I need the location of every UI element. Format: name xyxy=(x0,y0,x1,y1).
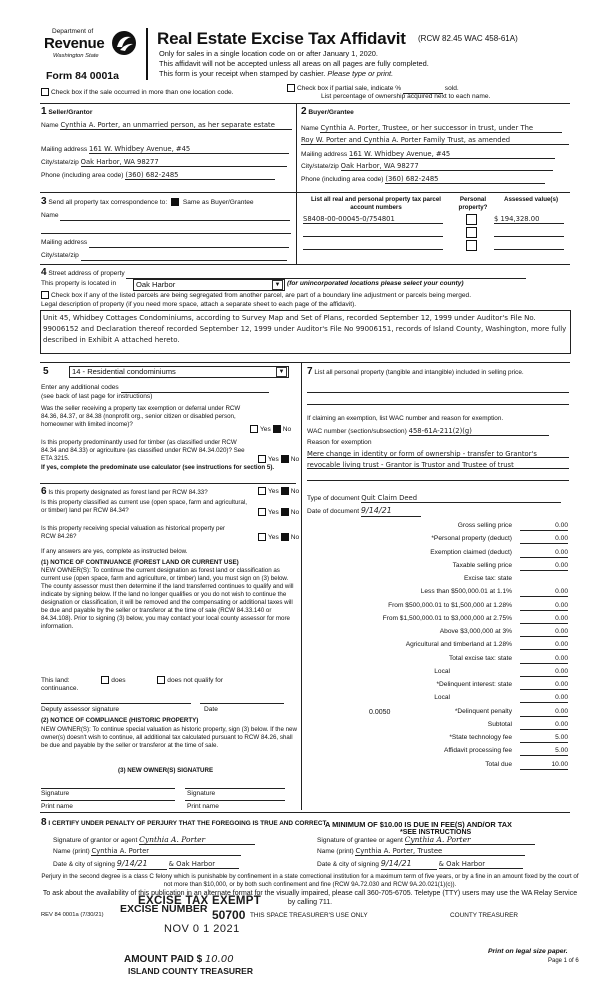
amount-paid-stamp xyxy=(124,954,234,967)
notice-compliance-heading: (2) NOTICE OF COMPLIANCE (HISTORIC PROPERTY) xyxy=(41,717,199,724)
tax-row xyxy=(310,734,570,745)
tax-row-label: Taxable selling price xyxy=(452,561,512,569)
sec6-q3-yes-checkbox[interactable] xyxy=(258,533,266,541)
buyer-city-field[interactable]: Oak Harbor, WA 98277 xyxy=(341,162,553,171)
seller-name-row xyxy=(41,121,292,130)
section-3-number: 3 xyxy=(41,196,47,207)
tax-row xyxy=(310,681,570,692)
print-name-line-2[interactable] xyxy=(185,800,285,801)
tax-row-label: Affidavit processing fee xyxy=(443,747,512,755)
sec3-name-field[interactable] xyxy=(60,212,290,221)
sec5-q2-no-checkbox[interactable] xyxy=(281,455,289,463)
revision-label: REV 84 0001a (7/30/21) xyxy=(41,912,104,918)
tax-row-value[interactable]: 0.00 xyxy=(520,588,568,597)
divider xyxy=(307,468,569,469)
parcel-number-3[interactable] xyxy=(303,241,443,250)
page-number: Page 1 of 6 xyxy=(548,958,579,964)
local-rate-value: 0.0050 xyxy=(369,709,391,716)
tax-row xyxy=(310,641,570,652)
stamp-date: NOV 0 1 2021 xyxy=(164,923,240,935)
parcel-list-header: List all real and personal property tax parcel account numbers xyxy=(311,196,441,211)
grantor-date-row xyxy=(53,859,239,870)
partial-sale-label: Check box if partial sale, indicate % xyxy=(297,84,402,92)
no-label: No xyxy=(282,425,292,433)
buyer-mail-row xyxy=(301,150,555,159)
tax-row-label: Total excise tax: state xyxy=(448,654,512,662)
tax-row-value[interactable]: 5.00 xyxy=(520,747,568,756)
header-line1: Only for sales in a single location code on or after January 1, 2020. xyxy=(159,49,378,58)
grantee-name-label: Name (print) xyxy=(317,848,354,855)
deputy-signature-label: Deputy assessor signature xyxy=(41,706,120,713)
sec3-heading xyxy=(41,196,254,209)
no-label: No xyxy=(290,533,300,541)
treasurer-use-label: THIS SPACE TREASURER'S USE ONLY xyxy=(250,912,368,919)
sec6-question-2: Is this property classified as current use (open space, farm and agricultural, or timber) land per RCW 84.34? xyxy=(41,499,248,514)
grantee-city-field[interactable]: & Oak Harbor xyxy=(439,860,523,869)
section-4-number: 4 xyxy=(41,267,47,278)
tax-row-value[interactable]: 0.00 xyxy=(520,562,568,571)
buyer-name-field-1[interactable]: Cynthia A. Porter, Trustee, or her successor in trust, under The xyxy=(320,124,562,133)
addl-codes-field[interactable] xyxy=(121,384,269,393)
list-percentage-note: List percentage of ownership acquired next to each name. xyxy=(321,93,491,100)
sec3-city-label: City/state/zip xyxy=(41,252,79,259)
wac-field[interactable]: 458-61A-211(2)(g) xyxy=(409,427,549,436)
doc-date-row xyxy=(307,506,421,517)
land-use-code-select[interactable] xyxy=(69,366,289,378)
new-owner-signature-heading: (3) NEW OWNER(S) SIGNATURE xyxy=(118,767,214,774)
street-address-label: Street address of property xyxy=(48,270,125,277)
doc-type-field[interactable]: Quit Claim Deed xyxy=(361,494,561,503)
header-line2: This affidavit will not be accepted unless all areas on all pages are fully completed. xyxy=(159,59,429,68)
section-8-number: 8 xyxy=(41,817,47,828)
divider xyxy=(40,812,570,813)
divider xyxy=(296,192,297,264)
partial-sale-checkbox[interactable] xyxy=(287,84,295,92)
excise-number-stamp: EXCISE NUMBER xyxy=(120,903,208,915)
county-treasurer-label: COUNTY TREASURER xyxy=(450,912,518,919)
signature-label-1: Signature xyxy=(41,790,70,797)
tax-row xyxy=(310,721,570,732)
segregated-label: Check box if any of the listed parcels are being segregated from another parcel, are part of a boundary line adjustment or parcels being merged. xyxy=(51,291,472,299)
grantor-signature-label: Signature of grantor or agent xyxy=(53,837,138,844)
header-line3-italic: Please type or print. xyxy=(327,69,394,78)
print-name-label-1: Print name xyxy=(41,803,73,810)
tax-row xyxy=(310,668,570,679)
no-label: No xyxy=(290,508,300,516)
buyer-mail-field[interactable]: 161 W. Whidbey Avenue, #45 xyxy=(349,150,555,159)
legal-description-label: Legal description of property (if you need more space, attach a separate sheet to each page of the affidavit). xyxy=(41,301,357,308)
tax-row-value[interactable]: 0.00 xyxy=(520,641,568,650)
new-owner-signature-line-1[interactable] xyxy=(41,788,175,789)
addl-codes-label: Enter any additional codes xyxy=(41,384,119,391)
tax-row-value[interactable]: 0.00 xyxy=(520,522,568,531)
sec5-q1-no-checkbox[interactable] xyxy=(273,425,281,433)
sec5-q2-yes-checkbox[interactable] xyxy=(258,455,266,463)
dept-label: Department of xyxy=(52,28,94,35)
sold-label: sold. xyxy=(444,84,459,92)
doc-date-label: Date of document xyxy=(307,508,360,515)
personal-property-checkbox-1[interactable] xyxy=(466,214,477,225)
tax-row xyxy=(310,535,570,546)
seller-city-label: City/state/zip xyxy=(41,159,79,166)
assessed-value-3[interactable] xyxy=(494,241,564,250)
tax-row xyxy=(310,655,570,666)
grantee-signature-field[interactable]: Cynthia A. Porter xyxy=(405,835,535,845)
buyer-phone-label: Phone (including area code) xyxy=(301,176,384,183)
form-rcw: (RCW 82.45 WAC 458-61A) xyxy=(418,34,518,43)
located-in-label: This property is located in xyxy=(41,280,117,287)
agency-name: Revenue xyxy=(44,35,105,52)
tax-row-label: From $1,500,000.01 to $3,000,000 at 2.75% xyxy=(382,614,512,622)
legal-description-box[interactable] xyxy=(40,310,571,354)
buyer-heading xyxy=(301,106,354,119)
land-use-code-value: 14 - Residential condominiums xyxy=(72,367,176,376)
tax-row-value[interactable]: 0.00 xyxy=(520,668,568,677)
personal-property-line-2[interactable] xyxy=(307,404,569,405)
divider xyxy=(40,192,570,193)
deputy-date-line[interactable] xyxy=(200,703,284,704)
tax-row xyxy=(310,522,570,533)
sec6-q1-answer xyxy=(258,487,299,496)
located-in-row xyxy=(41,280,116,288)
amount-paid-label: AMOUNT PAID $ xyxy=(124,954,203,965)
seller-name-label: Name xyxy=(41,122,59,129)
divider xyxy=(307,457,569,458)
does-not-label: does not qualify for xyxy=(167,676,223,684)
state-label: Washington State xyxy=(53,53,99,59)
tax-row xyxy=(310,708,570,719)
sec5-q1-answer xyxy=(250,425,291,434)
island-treasurer-stamp: ISLAND COUNTY TREASURER xyxy=(128,966,253,976)
form-title: Real Estate Excise Tax Affidavit xyxy=(157,29,406,48)
tax-row xyxy=(310,588,570,599)
tax-row-value[interactable]: 5.00 xyxy=(520,734,568,743)
tax-row-label: Total due xyxy=(485,760,512,768)
sec3-mail-row xyxy=(41,239,289,248)
buyer-mail-label: Mailing address xyxy=(301,151,348,158)
land-label: This land: xyxy=(41,676,70,684)
sec6-question-1 xyxy=(41,486,251,499)
signature-label-2: Signature xyxy=(187,790,216,797)
segregated-checkbox[interactable] xyxy=(41,291,49,299)
doc-date-field[interactable]: 9/14/21 xyxy=(361,506,421,517)
seller-city-row xyxy=(41,158,287,167)
sec3-mail-label: Mailing address xyxy=(41,239,88,246)
section-2-number: 2 xyxy=(301,106,307,117)
sec6-q2-no-checkbox[interactable] xyxy=(281,508,289,516)
tax-row-value[interactable]: 0.00 xyxy=(520,694,568,703)
location-select-value: Oak Harbor xyxy=(136,280,176,289)
buyer-phone-row xyxy=(301,175,545,184)
tax-row-label: Excise tax: state xyxy=(463,575,512,582)
wac-row xyxy=(307,427,549,436)
divider xyxy=(296,103,297,196)
land-does-checkbox[interactable] xyxy=(101,676,109,684)
notice-compliance-text: NEW OWNER(S): To continue special valuation as historic property, sign (3) below. If the new owner(s) doesn't wish to continue, all additional tax calculated pursuant to RCW 84.26, shall be due and payable by the seller or transferor at the time of sale. xyxy=(41,726,297,750)
seller-phone-label: Phone (including area code) xyxy=(41,172,124,179)
accessibility-note: To ask about the availability of this publication in an alternate format for the visually impaired, please call 360-705-6705. Teletype (TTY) users may use the WA Relay Service by calling 711. xyxy=(42,890,578,906)
tax-row-label: *State technology fee xyxy=(449,734,512,741)
multi-location-label: Check box if the sale occurred in more than one location code. xyxy=(51,88,234,96)
tax-row-value[interactable]: 0.00 xyxy=(520,535,568,544)
chevron-down-icon: ▼ xyxy=(272,280,283,290)
continuance-label: continuance. xyxy=(41,685,79,692)
section-5-number: 5 xyxy=(43,366,49,377)
buyer-name-row xyxy=(301,124,562,133)
assessed-value-header: Assessed value(s) xyxy=(504,196,558,203)
tax-row-value[interactable]: 0.00 xyxy=(520,708,568,717)
divider xyxy=(40,264,570,265)
section-1-number: 1 xyxy=(41,106,47,117)
tax-row xyxy=(310,747,570,758)
tax-row-value[interactable]: 10.00 xyxy=(520,761,568,770)
sec6-q2-answer xyxy=(258,508,299,517)
reason-label: Reason for exemption xyxy=(307,439,372,446)
buyer-name-field-2[interactable]: Roy W. Porter and Cynthia A. Porter Family Trust, as amended xyxy=(301,136,569,145)
street-address-field[interactable] xyxy=(126,270,526,279)
personal-property-line-1[interactable] xyxy=(307,392,569,393)
sec6-q3-answer xyxy=(258,533,299,542)
yes-label: Yes xyxy=(260,425,271,433)
personal-property-checkbox-3[interactable] xyxy=(466,240,477,251)
tax-row xyxy=(310,761,570,772)
deputy-date-label: Date xyxy=(204,706,218,713)
sec5-question-2b: If yes, complete the predominate use calculator (see instructions for section 5). xyxy=(41,464,275,471)
tax-row-label: Gross selling price xyxy=(457,522,512,529)
grantee-name-field[interactable]: Cynthia A. Porter, Trustee xyxy=(355,847,525,856)
land-qualify-row xyxy=(41,676,223,685)
tax-row-value[interactable]: 0.00 xyxy=(520,549,568,558)
grantee-date-row xyxy=(317,859,523,870)
grantee-date-field[interactable]: 9/14/21 xyxy=(381,859,437,870)
seller-heading xyxy=(41,106,92,119)
tax-row xyxy=(310,602,570,613)
no-label: No xyxy=(290,455,300,463)
parcel-number-2[interactable] xyxy=(303,228,443,237)
multi-location-row xyxy=(41,88,234,97)
tax-row-value[interactable]: 0.00 xyxy=(520,721,568,730)
assessed-value-1[interactable]: $ 194,328.00 xyxy=(494,215,564,224)
buyer-city-label: City/state/zip xyxy=(301,163,339,170)
header-divider xyxy=(146,28,148,80)
sec6-q1-text: Is this property designated as forest land per RCW 84.33? xyxy=(48,489,208,496)
tax-row-value[interactable]: 0.00 xyxy=(520,602,568,611)
sec3-city-row xyxy=(41,252,287,261)
seller-heading-label: Seller/Grantor xyxy=(48,109,93,116)
tax-row-label: *Delinquent interest: state xyxy=(436,681,512,688)
land-does-not-checkbox[interactable] xyxy=(157,676,165,684)
yes-label: Yes xyxy=(268,487,279,495)
tax-row-label: Local xyxy=(434,694,450,702)
sec6-note: If any answers are yes, complete as instructed below. xyxy=(41,548,188,555)
divider xyxy=(40,362,570,363)
grantee-signature-row xyxy=(317,835,535,845)
tax-row-label: Less than $500,000.01 at 1.1% xyxy=(420,588,512,596)
parcel-number-1[interactable]: S8408-00-00045-0/754801 xyxy=(303,215,443,224)
grantor-name-row xyxy=(53,847,241,856)
tax-row xyxy=(310,615,570,626)
tax-row xyxy=(310,628,570,639)
divider xyxy=(301,362,302,810)
new-owner-signature-line-2[interactable] xyxy=(185,788,285,789)
tax-row-label: Exemption claimed (deduct) xyxy=(430,548,512,556)
minimum-due-note: A MINIMUM OF $10.00 IS DUE IN FEE(S) AND/OR TAX xyxy=(325,820,512,829)
see-instructions-note: *SEE INSTRUCTIONS xyxy=(400,829,472,836)
sec3-name-row xyxy=(41,212,290,221)
section-7-number: 7 xyxy=(307,366,313,377)
tax-row-label: From $500,000.01 to $1,500,000 at 1.28% xyxy=(388,601,512,609)
excise-exempt-stamp: EXCISE TAX EXEMPT xyxy=(138,895,262,907)
sec6-q3-no-checkbox[interactable] xyxy=(281,533,289,541)
perjury-warning: Perjury in the second degree is a class C felony which is punishable by confinement in a state correctional institution for a maximum term of five years, or by a fine in an amount fixed by the court of not more than $10,000, or by both such confinement and fine (RCW 9A.72.030 and RCW 9A.20.021(1)(c)). xyxy=(41,873,579,888)
grantee-signature-label: Signature of grantee or agent xyxy=(317,837,403,844)
tax-row-label: *Delinquent penalty xyxy=(454,707,512,715)
seller-mail-field[interactable]: 161 W. Whidbey Avenue, #45 xyxy=(89,145,289,154)
divider xyxy=(307,480,569,481)
tax-row xyxy=(310,575,570,586)
divider xyxy=(41,233,291,234)
divider xyxy=(40,103,570,104)
tax-row xyxy=(310,549,570,560)
legal-paper-note: Print on legal size paper. xyxy=(488,948,568,955)
grantee-name-row xyxy=(317,847,525,856)
exemption-instruction: If claiming an exemption, list WAC number and reason for exemption. xyxy=(307,415,504,422)
section-6-number: 6 xyxy=(41,486,47,497)
notice-continuance-text: NEW OWNER(S): To continue the current designation as forest land or classification as current use (open space, farm and agriculture, or timber) land, you must sign on (3) below. The county assessor must then determine if the land transferred continues to qualify and will indicate by signing below. If the land no longer qualifies or you do not wish to continue the designation or classification, it will be removed and the compensating or additional taxes will be due and payable by the seller or transferor at the time of sale (RCW 84.33.140 or 84.34.108). Prior to signing (3) below, you may contact your local county assessor for more information. xyxy=(41,567,294,631)
chevron-down-icon: ▼ xyxy=(276,367,287,377)
tax-row-value[interactable]: 0.00 xyxy=(520,628,568,637)
grantor-name-label: Name (print) xyxy=(53,848,90,855)
assessed-value-2[interactable] xyxy=(494,228,564,237)
addl-codes-row xyxy=(41,384,269,393)
sec3-name-label: Name xyxy=(41,212,59,219)
sec7-heading xyxy=(307,366,569,379)
tax-row-value[interactable]: 0.00 xyxy=(520,681,568,690)
grantor-date-field[interactable]: 9/14/21 xyxy=(117,859,167,870)
sec6-q1-no-checkbox[interactable] xyxy=(281,487,289,495)
addl-codes-note: (see back of last page for instructions) xyxy=(41,393,153,400)
sec5-question-1: Was the seller receiving a property tax exemption or deferral under RCW 84.36, 84.37, or 84.38 (nonprofit org., senior citizen or disabled person, homeowner with limited income)? xyxy=(41,405,241,428)
tax-row-label: Local xyxy=(434,667,450,675)
unincorporated-note: (for unincorporated locations please select your county) xyxy=(287,280,464,287)
revenue-logo xyxy=(44,28,144,68)
sec3-label: Send all property tax correspondence to: xyxy=(48,199,168,206)
grantor-signature-field[interactable]: Cynthia A. Porter xyxy=(139,835,255,845)
seller-mail-row xyxy=(41,145,289,154)
buyer-city-row xyxy=(301,162,553,171)
seller-mail-label: Mailing address xyxy=(41,146,88,153)
location-select[interactable] xyxy=(133,279,285,291)
deputy-signature-line[interactable] xyxy=(41,703,191,704)
print-name-line-1[interactable] xyxy=(41,800,175,801)
reason-field[interactable]: Mere change in identity or form of ownership - transfer to Grantor's revocable living trust - Grantor is Trustor and Trustee of trust xyxy=(307,450,537,469)
sec5-q1-yes-checkbox[interactable] xyxy=(250,425,258,433)
same-as-buyer-checkbox[interactable] xyxy=(171,198,179,206)
buyer-name-label: Name xyxy=(301,125,319,132)
tax-row-label: *Personal property (deduct) xyxy=(431,535,512,543)
same-as-buyer-label: Same as Buyer/Grantee xyxy=(182,199,254,206)
multi-location-checkbox[interactable] xyxy=(41,88,49,96)
personal-property-header: Personal property? xyxy=(458,196,488,211)
personal-property-checkbox-2[interactable] xyxy=(466,227,477,238)
header-line3-text: This form is your receipt when stamped by cashier. xyxy=(159,69,326,78)
buyer-heading-label: Buyer/Grantee xyxy=(308,109,354,116)
sec5-q2-answer xyxy=(258,455,299,464)
grantor-city-field[interactable]: & Oak Harbor xyxy=(169,860,239,869)
sec6-question-3: Is this property receiving special valuation as historical property per RCW 84.26? xyxy=(41,525,225,540)
wac-label: WAC number (section/subsection) xyxy=(307,428,407,435)
segregated-row xyxy=(41,291,471,300)
seller-phone-field[interactable]: (360) 682-2485 xyxy=(125,171,275,180)
tax-row-value[interactable]: 0.00 xyxy=(520,655,568,664)
yes-label: Yes xyxy=(268,533,279,541)
amount-paid-value: 10.00 xyxy=(204,954,234,965)
sec7-label: List all personal property (tangible and intangible) included in selling price. xyxy=(314,369,524,376)
grantor-date-label: Date & city of signing xyxy=(53,861,115,868)
tax-row-label: Agricultural and timberland at 1.28% xyxy=(405,641,512,649)
tax-row xyxy=(310,694,570,705)
header-line3 xyxy=(159,69,393,78)
grantor-name-field[interactable]: Cynthia A. Porter xyxy=(91,847,241,856)
buyer-phone-field[interactable]: (360) 682-2485 xyxy=(385,175,545,184)
sec6-q1-yes-checkbox[interactable] xyxy=(258,487,266,495)
does-label: does xyxy=(111,676,126,684)
grantee-date-label: Date & city of signing xyxy=(317,861,379,868)
sec5-question-2: Is this property predominantly used for timber (as classified under RCW 84.34 and 84.33) or agriculture (as classified under RCW 84.34.020)? See ETA 3215. xyxy=(41,439,245,462)
sec8-heading-label: I CERTIFY UNDER PENALTY OF PERJURY THAT THE FOREGOING IS TRUE AND CORRECT xyxy=(48,820,327,827)
form-number: Form 84 0001a xyxy=(46,70,119,82)
street-address-row xyxy=(41,267,526,280)
notice-continuance-heading: (1) NOTICE OF CONTINUANCE (FOREST LAND OR CURRENT USE) xyxy=(41,559,239,566)
sec3-city-field[interactable] xyxy=(81,252,287,261)
sec6-q2-yes-checkbox[interactable] xyxy=(258,508,266,516)
tax-row xyxy=(310,562,570,573)
doc-type-label: Type of document xyxy=(307,495,360,502)
print-name-label-2: Print name xyxy=(187,803,219,810)
seller-phone-row xyxy=(41,171,275,180)
tax-row-label: Above $3,000,000 at 3% xyxy=(439,628,512,635)
seller-name-field[interactable]: Cynthia A. Porter, an unmarried person, as her separate estate xyxy=(60,121,292,130)
grantor-signature-row xyxy=(53,835,255,845)
no-label: No xyxy=(290,487,300,495)
revenue-swirl-icon xyxy=(110,29,138,57)
tax-row-label: Subtotal xyxy=(487,720,512,728)
doc-type-row xyxy=(307,494,561,503)
seller-city-field[interactable]: Oak Harbor, WA 98277 xyxy=(81,158,287,167)
sec8-heading xyxy=(41,817,326,830)
legal-description-text: Unit 45, Whidbey Cottages Condominiums, according to Survey Map and Set of Plans, recorded September 12, 1999 under Auditor's File No. 99006152 and Declaration thereof recorded September 12, 1999 under Auditor's File No 99006151, records of Island County, Washington, more fully described in Exhibit A attached hereto. xyxy=(43,314,567,344)
yes-label: Yes xyxy=(268,455,279,463)
excise-number-value: 50700 xyxy=(212,908,246,922)
divider xyxy=(40,483,296,484)
tax-row-value[interactable]: 0.00 xyxy=(520,615,568,624)
sec3-mail-field[interactable] xyxy=(89,239,289,248)
yes-label: Yes xyxy=(268,508,279,516)
